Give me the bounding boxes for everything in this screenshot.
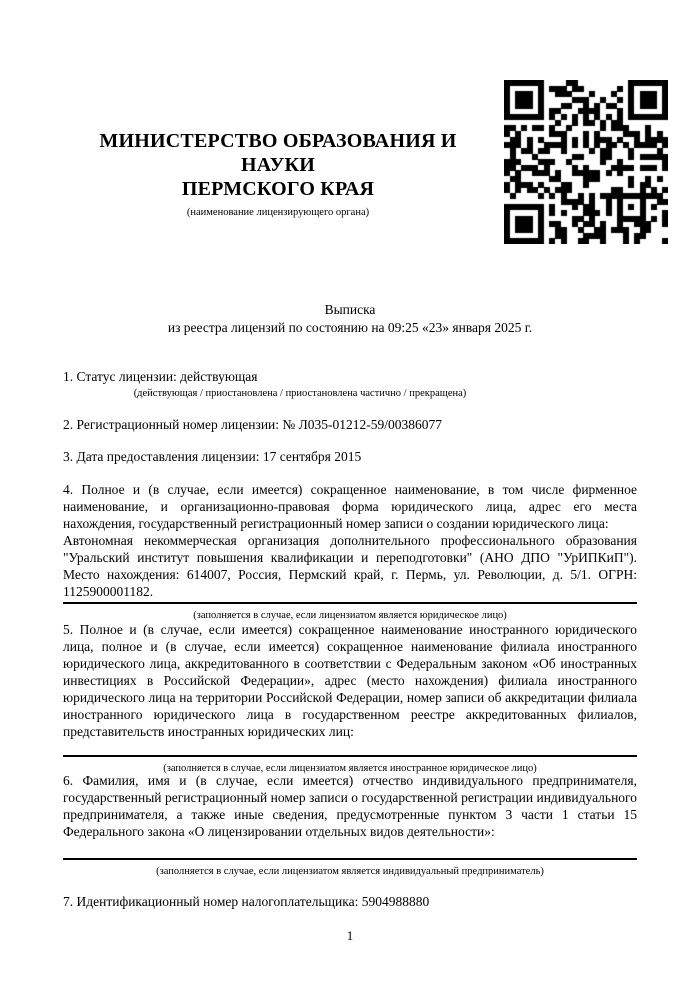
answer-line [63,602,637,604]
foreign-entity-caption: (заполняется в случае, если лицензиатом является иностранное юридическое лицо) [163,763,537,774]
individual-entrepreneur-label: 6. Фамилия, имя и (в случае, если имеется) отчество индивидуального предпринимателя, государственный регистрационный номер записи о государственной регистрации индивидуального предпринимателя, а также иные сведения, предусмотренные пунктом 3 части 1 статьи 15 Федерального закона «О лицензировании отдельных видов деятельности»: [63,773,637,839]
grant-date-text: 3. Дата предоставления лицензии: 17 сентября 2015 [63,449,362,464]
individual-entrepreneur-caption: (заполняется в случае, если лицензиатом является индивидуальный предприниматель) [156,866,544,877]
page-number: 1 [346,928,354,943]
licensing-authority-header [63,129,493,219]
answer-line [63,755,637,757]
doc-subtitle: из реестра лицензий по состоянию на 09:25 «23» января 2025 г. [167,320,533,335]
item-registration-number [63,416,637,433]
license-status-caption: (действующая / приостановлена / приостановлена частично / прекращена) [133,388,467,399]
license-status-text: 1. Статус лицензии: действующая [63,369,258,384]
document-heading [63,301,637,337]
legal-entity-caption: (заполняется в случае, если лицензиатом является юридическое лицо) [193,610,507,621]
ministry-subtitle: (наименование лицензирующего органа) [186,207,370,218]
registration-number-text: 2. Регистрационный номер лицензии: № Л035-01212-59/00386077 [63,417,443,432]
ministry-title-line2: ПЕРМСКОГО КРАЯ [181,178,375,200]
answer-line [63,858,637,860]
ministry-title-line1: МИНИСТЕРСТВО ОБРАЗОВАНИЯ И НАУКИ [99,130,457,176]
foreign-entity-label: 5. Полное и (в случае, если имеется) сокращенное наименование иностранного юридического лица, полное и (в случае, если имеется) сокращенное наименование филиала иностранного юридического лица, аккредитованного в соответствии с Федеральным законом «Об иностранных инвестициях в Российской Федерации», адрес (место нахождения) филиала иностранного юридического лица на территории Российской Федерации, номер записи об аккредитации филиала иностранного юридического лица в государственном реестре аккредитованных филиалов, представительств иностранных юридических лиц: [63,622,637,739]
legal-entity-value: Автономная некоммерческая организация дополнительного профессионального образования "Уральский институт повышения квалификации и переподготовки" (АНО ДПО "УрИПКиП"). Место нахождения: 614007, Россия, Пермский край, г. Пермь, ул. Революции, д. 5/1. ОГРН: 1125900001182. [63,533,637,599]
item-foreign-entity [63,621,637,775]
item-individual-entrepreneur [63,772,637,878]
taxpayer-number-text: 7. Идентификационный номер налогоплательщика: 5904988880 [63,894,430,909]
legal-entity-label: 4. Полное и (в случае, если имеется) сокращенное наименование, в том числе фирменное наименование, и организационно-правовая форма юридического лица, адрес его места нахождения, государственный регистрационный номер записи о создании юридического лица: [63,482,637,531]
item-license-status [63,368,637,385]
item-grant-date [63,448,637,465]
qr-code-icon [504,80,668,244]
doc-title: Выписка [324,302,376,317]
item-taxpayer-number [63,893,637,910]
item-legal-entity [63,481,637,622]
